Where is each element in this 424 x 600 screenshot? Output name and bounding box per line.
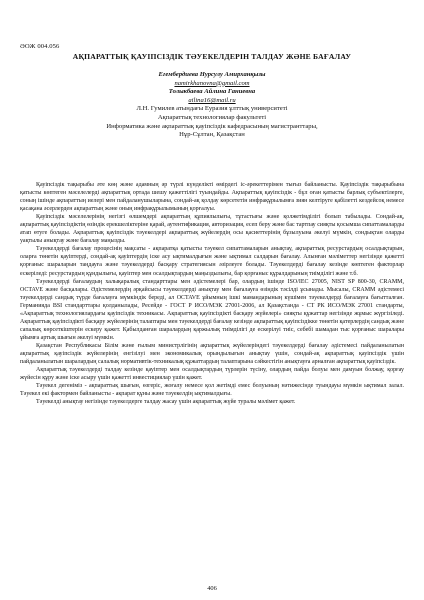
author-1-email[interactable]: namirkhanovna@gmail.com — [174, 79, 250, 87]
author-2-name: Толыкбаева Айлина Ганиевна — [168, 88, 256, 96]
department: Информатика және ақпараттық қауіпсіздік кафедрасының магистранттары, — [106, 122, 318, 130]
university: Л.Н. Гумилев атындағы Еуразия ұлттық университеті — [136, 105, 288, 113]
article-title: АҚПАРАТТЫҚ ҚАУІПСІЗДІК ТӘУЕКЕЛДЕРІН ТАЛДАУ ЖӘНЕ БАҒАЛАУ — [72, 52, 352, 61]
paragraph: Қауіпсіздік тақырыбы әте көң және адамның әр түрлі күнделікті өмірдегі іс-әрекеттерімен тығыз байланысты. Қауіпсіздік тақырыбына қатысты көптеген мәселелерді ақпараттық ортада шешу қажеттілігі туындайды. Ақпараттық қауіпсіздік - бұл оған қатысты барлық субъектілерге, соның ішінде ақпараттың иелері мен пайдаланушыларына, сондай-ақ қолдау көрсететін инфрақұрылымға зиян келтіруге қабілетті кездейсоқ немесе қасақана әсерлерден ақпараттың және оның инфрақұрылымының қорғалуы. — [20, 182, 404, 213]
faculty: Ақпараттық технологиялар факультеті — [157, 113, 267, 121]
udc-code: ӘОЖ 004.056 — [20, 43, 60, 50]
author-1-name: Егембердиева Нурсулу Амирханқызы — [158, 71, 266, 78]
author-block — [30, 71, 394, 140]
paragraph: Қауіпсіздік мәселелерінің негізгі өлшемдері ақпараттың құпиялылығы, тұтастығы және қолжетімділігі болып табылады. Сондай-ақ, ақпараттық қауіпсіздіктің өзіндік ерекшеліктеріне қарай, аутентификация, авторизация, есеп беру және бас тартпау сияқты қосымша сипаттамаларды атап өтуге болады. Ақпараттық қауіпсіздік тәуекелдері ақпараттық жүйелердің осы қасиеттерінің бұзылуына әкелуі мүмкін, сондықтан оларды уақтылы анықтау және бағалау маңызды. — [20, 214, 404, 245]
paragraph: Тәуекелдерді бағалаудың халықаралық стандарттары мен әдістемелері бар, олардың ішінде ISO/IEC 27005, NIST SP 800-30, CRAMM, OCTAVE және басқалары. Әдістемелердің әрқайсысы тәуекелдерді анықтау мен бағалауға өзіндік тәсілді ұсынады. Мысалы, CRAMM әдістемесі тәуекелдерді сандық түрде бағалауға мүмкіндік береді, ал OCTAVE ұйымның ішкі мамандарының күшімен тәуекелдерді бағалауға бағытталған. Германияда BSI стандарттары қолданылады, Ресейде - ГОСТ Р ИСО/МЭК 27001-2006, ал Қазақстанда - СТ РК ИСО/МЭК 27001 стандарты, «Ақпараттық технологиялардағы қауіпсіздік техникасы. Ақпараттық қауіпсіздікті басқару жүйелері» сияқты құжаттар негізінде жұмыс жүргізіледі. Ақпараттық қауіпсіздікті басқару жүйелерінің талаптары мен тәуекелдерді бағалау кезінде ақпараттық қауіпсіздікке төнетін қатерлердің сандық және сапалық көрсеткіштерін ескеру қажет. Қабылданған шаралардың қаржылық тиімділігі де ескерілуі тиіс, себебі шамадан тыс қорғаныс шаралары ұйымға артық шығын әкелуі мүмкін. — [20, 278, 404, 341]
paragraph: Тәуекелдерді бағалау процесінің мақсаты - ақпаратқа қатысты тәуекел сипаттамаларын анықтау, ақпараттық ресурстардың осалдықтарын, оларға төнетін қауіптерді, сондай-ақ қауіптердің іске асу ықтималдығын және ықтимал салдарын бағалау. Алынған мәліметтер негізінде қажетті қорғаныс шараларын таңдауға және тәуекелдерді басқару стратегиясын әзірлеуге болады. Тәуекелдерді бағалау кезінде көптеген факторлар ескеріледі: ресурстардың құндылығы, қауіптер мен осалдықтардың маңыздылығы, бар қорғаныс құралдарының тиімділігі және т.б. — [20, 246, 404, 277]
paragraph: Қазақстан Республикасы Білім және ғылым министрлігінің ақпараттық жүйелеріндегі тәуекелдерді бағалау әдістемесі пайдаланылатын ақпараттық қауіпсіздік жүйелерінің енгізілуі мен экономикалық орындылығын анықтау үшін, сондай-ақ ақпараттық қауіпсіздік үшін пайдаланылатын шаралардың салалық нормативтік-техникалық құжаттардың талаптарына сәйкестігін анықтауға арналған ақпараттық қауіпсіздік. — [20, 342, 404, 366]
paragraph: Тәуекелді анықтау негізінде тәуекелдерге талдау жасау үшін ақпараттық жүйе туралы мәлімет қажет. — [36, 399, 296, 406]
city: Нұр-Сұлтан, Қазақстан — [179, 131, 245, 139]
author-2-email[interactable]: ailina16@mail.ru — [188, 96, 236, 104]
page-number: 406 — [207, 585, 217, 592]
paragraph: Ақпараттық тәуекелдерді талдау кезінде қауіптер мен осалдықтардың түрлерін түсіну, олардың пайда болуы мен дамуын болжау, қорғау жүйесін құру және іске асыру үшін қажетті инвестициялар үшін қажет. — [20, 367, 404, 382]
article-body — [20, 181, 404, 406]
paragraph: Тәуекел дегеніміз - ақпараттық шығын, өзгеріс, жоғалу немесе қол жетімді емес болуының нәтижесінде туындауы мүмкін ықтимал залал. Тәуекел екі фактормен байланысты - ақпарат құны және тәуекелдің ықтималдығы. — [20, 383, 404, 398]
